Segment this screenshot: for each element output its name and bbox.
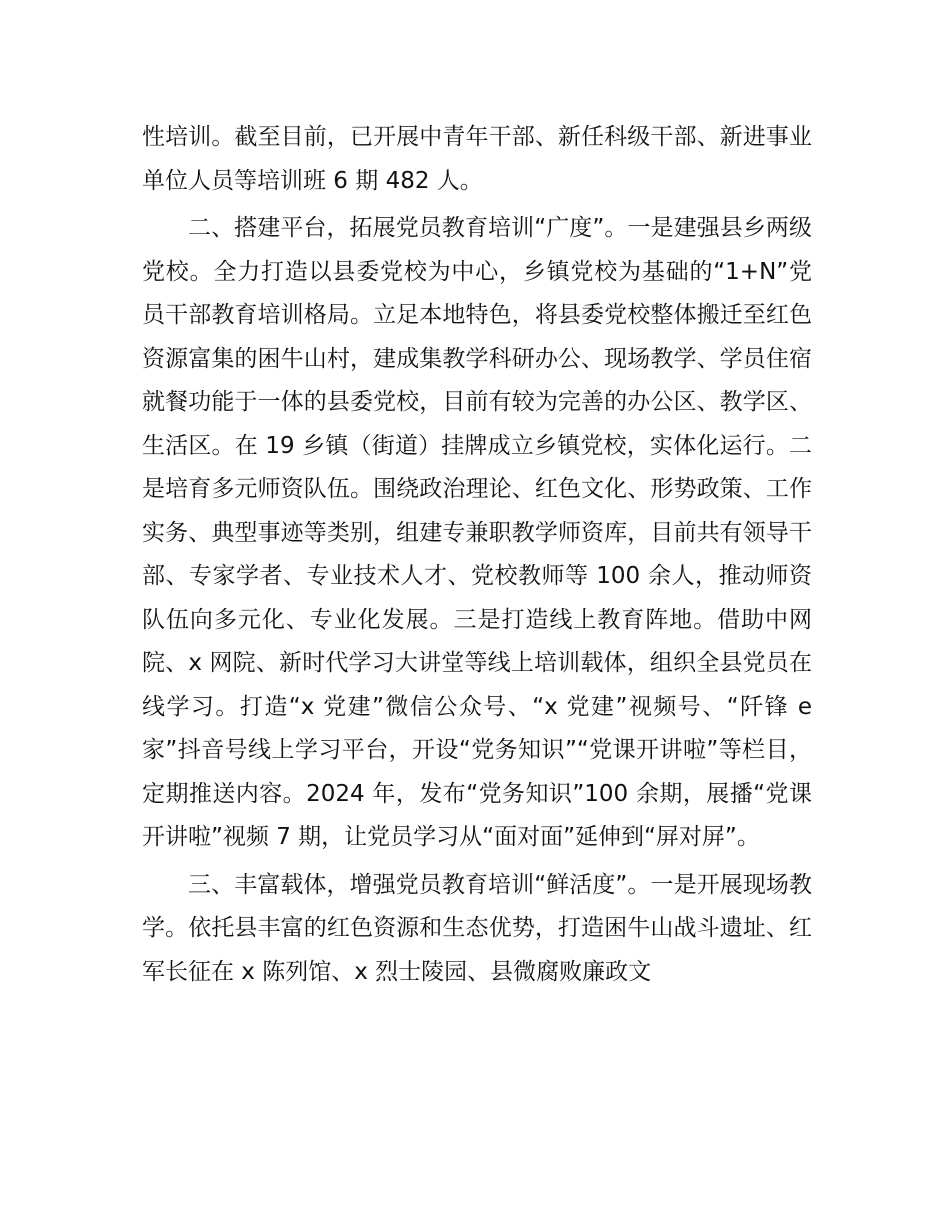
paragraph-section-two-platform: 二、搭建平台，拓展党员教育培训“广度”。一是建强县乡两级党校。全力打造以县委党校为中心，乡镇党校为基础的“1+N”党员干部教育培训格局。立足本地特色，将县委党校整体搬迁至红色资源富集的困牛山村，建成集教学科研办公、现场教学、学员住宿就餐功能于一体的县委党校，目前有较为完善的办公区、教学区、生活区。在 19 乡镇（街道）挂牌成立乡镇党校，实体化运行。二是培育多元师资队伍。围绕政治理论、红色文化、形势政策、工作实务、典型事迹等类别，组建专兼职教学师资库，目前共有领导干部、专家学者、专业技术人才、党校教师等 100 余人，推动师资队伍向多元化、专业化发展。三是打造线上教育阵地。借助中网院、x 网院、新时代学习大讲堂等线上培训载体，组织全县党员在线学习。打造“x 党建”微信公众号、“x 党建”视频号、“阡锋 e 家”抖音号线上学习平台，开设“党务知识”“党课开讲啦”等栏目，定期推送内容。2024 年，发布“党务知识”100 余期，展播“党课开讲啦”视频 7 期，让党员学习从“面对面”延伸到“屏对屏”。: [142, 215, 812, 850]
document-body: [142, 116, 812, 994]
paragraph-training-summary: 性培训。截至目前，已开展中青年干部、新任科级干部、新进事业单位人员等培训班 6 期 482 人。: [142, 124, 812, 194]
paragraph-section-three-carriers: 三、丰富载体，增强党员教育培训“鲜活度”。一是开展现场教学。依托县丰富的红色资源和生态优势，打造困牛山战斗遗址、红军长征在 x 陈列馆、x 烈士陵园、县微腐败廉政文: [142, 871, 812, 985]
